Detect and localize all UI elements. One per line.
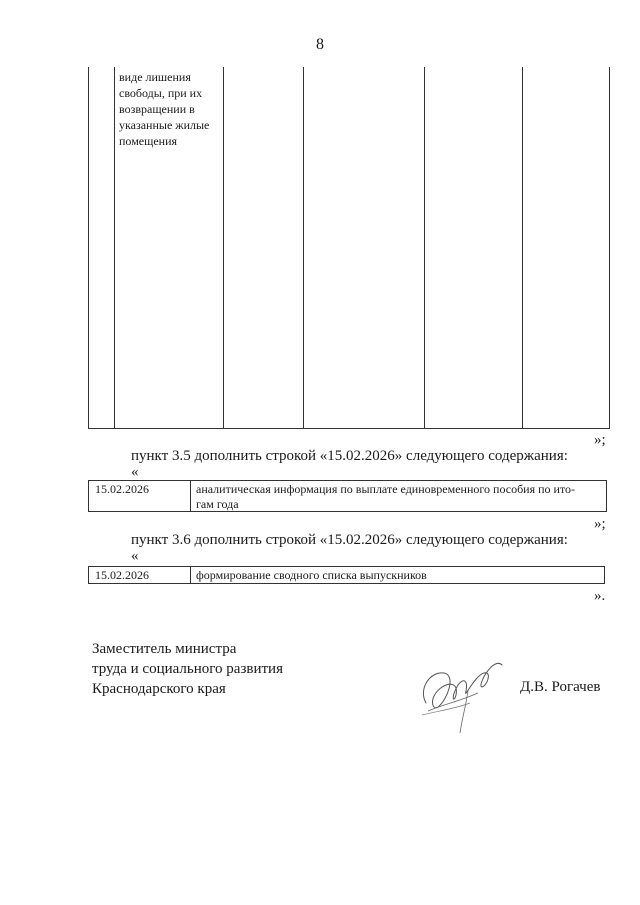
row-description (196, 482, 575, 512)
signatory-position (92, 639, 283, 699)
cell-line: помещения (119, 134, 178, 148)
row-date: 15.02.2026 (95, 568, 149, 582)
table-cell-text (119, 69, 219, 149)
row-description-line: гам года (196, 497, 239, 511)
cell-line: свободы, при их (119, 86, 203, 100)
opening-quote: « (131, 548, 139, 564)
inserted-row-table (88, 566, 605, 584)
table-column-divider (303, 67, 304, 428)
cell-line: виде лишения (119, 70, 191, 84)
closing-quote: »; (594, 432, 606, 448)
opening-quote: « (131, 464, 139, 480)
table-column-divider (424, 67, 425, 428)
row-column-divider (190, 481, 191, 511)
table-column-divider (223, 67, 224, 428)
cell-line: возвращении в (119, 102, 195, 116)
closing-quote: »; (594, 516, 606, 532)
row-date: 15.02.2026 (95, 482, 149, 496)
table-column-divider (522, 67, 523, 428)
inserted-row-table (88, 480, 607, 512)
page-number: 8 (316, 36, 324, 53)
row-column-divider (190, 567, 191, 583)
signatory-name: Д.В. Рогачев (520, 679, 601, 695)
signatory-line: труда и социального развития (92, 661, 283, 677)
handwritten-signature (408, 641, 518, 741)
amendment-paragraph: пункт 3.6 дополнить строкой «15.02.2026» следующего содержания: (131, 532, 568, 548)
amendment-paragraph: пункт 3.5 дополнить строкой «15.02.2026» следующего содержания: (131, 448, 568, 464)
row-description: формирование сводного списка выпускников (196, 568, 427, 582)
table-column-divider (114, 67, 115, 428)
row-description-line: аналитическая информация по выплате единовременного пособия по ито- (196, 482, 576, 496)
cell-line: указанные жилые (119, 118, 210, 132)
closing-quote: ». (594, 588, 606, 604)
signatory-line: Краснодарского края (92, 681, 226, 697)
signatory-line: Заместитель министра (92, 641, 237, 657)
